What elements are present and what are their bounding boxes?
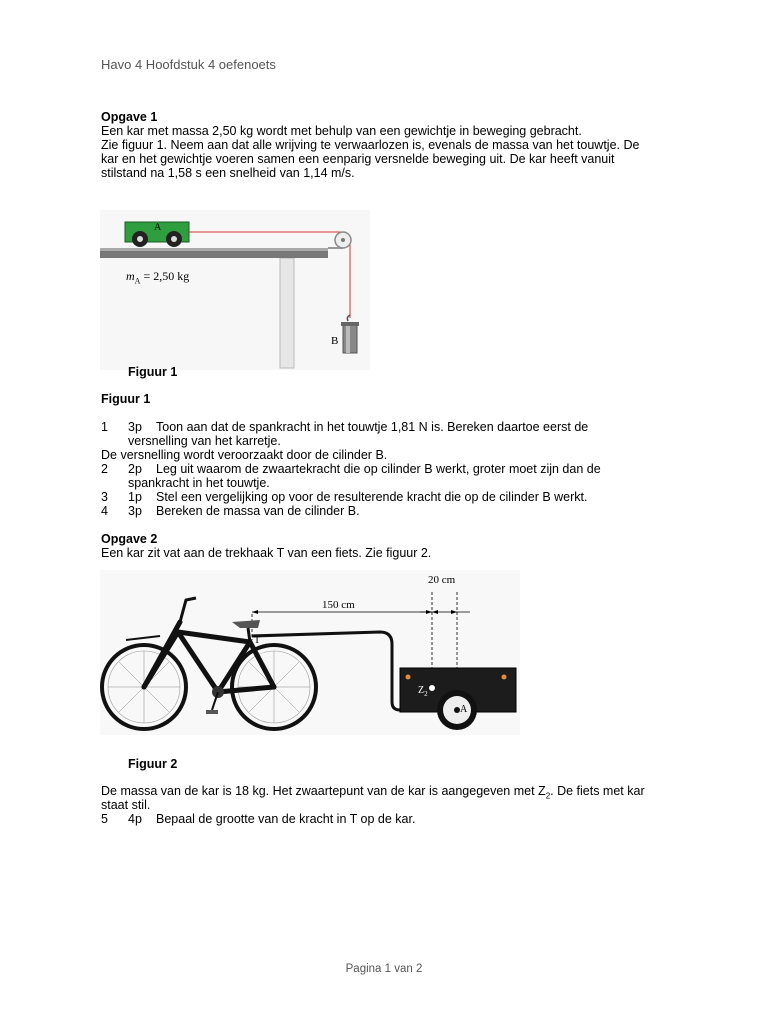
figure1-drawing [100,210,370,370]
after2-line1-a: De massa van de kar is 18 kg. Het zwaartepunt van de kar is aangegeven met Z [101,784,546,798]
figure1 [100,210,370,370]
dimension-150: 150 cm [322,599,355,611]
question-points: 2p [128,462,142,476]
z-label [418,684,428,701]
z-label-sub: 2 [424,690,428,698]
after2-line1-b: . De fiets met kar [550,784,645,798]
cart-label: A [154,222,162,233]
opgave2-line1: Een kar zit vat aan de trekhaak T van een fiets. Zie figuur 2. [101,546,432,560]
page-header: Havo 4 Hoofdstuk 4 oefenoets [101,57,276,72]
question-2 [101,462,681,490]
opgave1-line3: kar en het gewichtje voeren samen een eenparig versnelde beweging uit. De kar heeft vanuit [101,152,615,166]
question-text: Bepaal de grootte van de kracht in T op de kar. [156,812,416,826]
a-label: A [460,704,468,715]
question-4 [101,504,681,518]
dimension-20: 20 cm [428,574,456,586]
question-3 [101,490,681,504]
question-number: 4 [101,504,108,518]
question-1 [101,420,681,448]
opgave1-line1: Een kar met massa 2,50 kg wordt met behulp van een gewichtje in beweging gebracht. [101,124,582,138]
question-text-cont: spankracht in het touwtje. [128,476,270,490]
figure2-caption: Figuur 2 [128,757,178,771]
question-text: Stel een vergelijking op voor de resulterende kracht die op de cilinder B werkt. [156,490,588,504]
opgave1-line4: stilstand na 1,58 s een snelheid van 1,14 m/s. [101,166,355,180]
question-number: 2 [101,462,108,476]
question-text-cont: versnelling van het karretje. [128,434,281,448]
question-points: 1p [128,490,142,504]
after2-line1-sub: 2 [545,791,551,801]
weight-label: B [331,335,339,347]
page-footer: Pagina 1 van 2 [345,963,423,975]
opgave1-title: Opgave 1 [101,110,158,124]
question-points: 4p [128,812,142,826]
question-points: 3p [128,420,142,434]
opgave1-line2: Zie figuur 1. Neem aan dat alle wrijving te verwaarlozen is, evenals de massa van het touwtje. De [101,138,640,152]
question-number: 3 [101,490,108,504]
mass-label-sub: A [134,276,141,286]
figure2 [100,570,520,735]
opgave2-title: Opgave 2 [101,532,158,546]
mass-label-value: = 2,50 kg [140,269,190,283]
t-label: T [254,635,261,646]
figure1-caption-repeat: Figuur 1 [101,392,151,406]
question-points: 3p [128,504,142,518]
question-number: 5 [101,812,108,826]
figure1-caption: Figuur 1 [128,365,178,379]
z-label-main: Z [418,685,425,696]
question-text: Bereken de massa van de cilinder B. [156,504,360,518]
question-text: Leg uit waarom de zwaartekracht die op cilinder B werkt, groter moet zijn dan de [156,462,601,476]
mass-label [126,269,189,288]
interlude-text: De versnelling wordt veroorzaakt door de cilinder B. [101,448,388,462]
figure2-drawing [100,570,520,735]
question-5 [101,812,681,826]
question-text: Toon aan dat de spankracht in het touwtje 1,81 N is. Bereken daartoe eerst de [156,420,589,434]
after2-line2: staat stil. [101,798,151,812]
question-number: 1 [101,420,108,434]
mass-label-m: m [126,269,135,283]
